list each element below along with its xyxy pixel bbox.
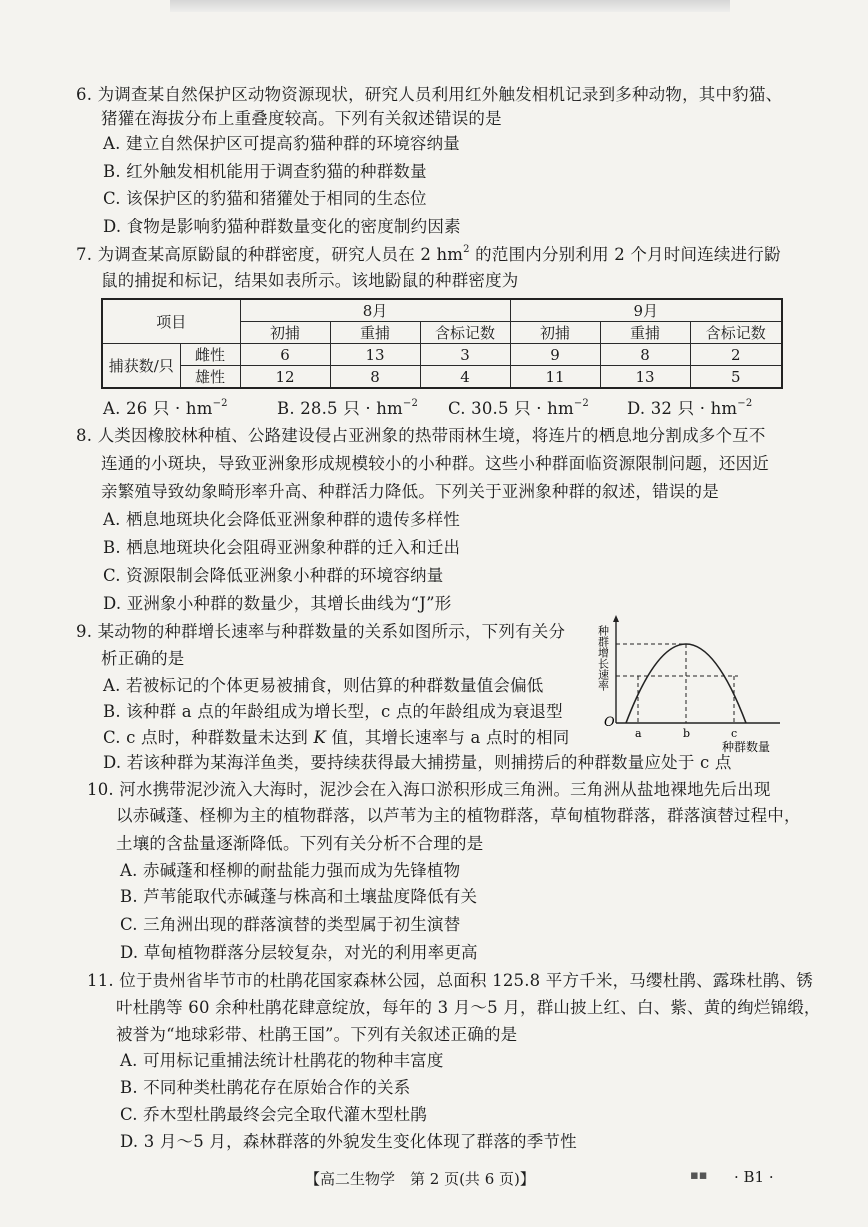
q7-option-c-text: C. 30.5 只 · hm — [448, 399, 574, 418]
q8-option-a: A. 栖息地斑块化会降低亚洲象种群的遗传多样性 — [103, 510, 461, 529]
table-col-header: 重捕 — [600, 322, 690, 344]
q6-stem-line-1: 6. 为调查某自然保护区动物资源现状，研究人员利用红外触发相机记录到多种动物，其中豹猫、 — [76, 85, 783, 104]
q7-stem-line-2: 鼠的捕捉和标记，结果如表所示。该地鼢鼠的种群密度为 — [101, 271, 519, 290]
x-axis-label: 种群数量 — [722, 740, 771, 753]
q11-option-b: B. 不同种类杜鹃花存在原始合作的关系 — [120, 1078, 411, 1097]
unit-exponent: −2 — [212, 397, 228, 409]
q9-option-a: A. 若被标记的个体更易被捕食，则估算的种群数量值会偏低 — [103, 676, 544, 695]
q9-option-d: D. 若该种群为某海洋鱼类，要持续获得最大捕捞量，则捕捞后的种群数量应处于 c 点 — [103, 753, 732, 772]
table-header-item: 项目 — [102, 299, 240, 344]
table-cell: 9 — [510, 344, 600, 366]
q6-option-a: A. 建立自然保护区可提高豹猫种群的环境容纳量 — [103, 134, 461, 153]
table-header-september: 9月 — [510, 299, 782, 322]
table-row-label: 雌性 — [180, 344, 240, 366]
growth-rate-curve — [626, 644, 746, 723]
q9-stem-line-1: 9. 某动物的种群增长速率与种群数量的关系如图所示，下列有关分 — [76, 622, 566, 641]
q10-option-b: B. 芦苇能取代赤碱蓬与株高和土壤盐度降低有关 — [120, 887, 478, 906]
q11-stem-line-1: 11. 位于贵州省毕节市的杜鹃花国家森林公园，总面积 125.8 平方千米，马缨杜鹃、露珠杜鹃、锈 — [87, 971, 814, 990]
q8-stem-line-2: 连通的小斑块，导致亚洲象形成规模较小的小种群。这些小种群面临资源限制问题，还因近 — [101, 454, 769, 473]
q8-stem-line-3: 亲繁殖导致幼象畸形率升高、种群活力降低。下列关于亚洲象种群的叙述，错误的是 — [101, 482, 719, 501]
table-row-label: 雄性 — [180, 366, 240, 389]
q7-stem-text-b: 的范围内分别利用 2 个月时间连续进行鼢 — [469, 245, 781, 264]
q8-option-d: D. 亚洲象小种群的数量少，其增长曲线为“J”形 — [103, 594, 452, 613]
table-col-header: 含标记数 — [420, 322, 510, 344]
unit-exponent: −2 — [402, 397, 419, 409]
table-cell: 8 — [330, 366, 420, 389]
table-cell: 5 — [690, 366, 782, 389]
q8-option-b: B. 栖息地斑块化会阻碍亚洲象种群的迁入和迁出 — [103, 538, 461, 557]
page-footer: 【高二生物学 第 2 页(共 6 页)】 — [305, 1170, 535, 1188]
table-cell: 11 — [510, 366, 600, 389]
q7-option-a-text: A. 26 只 · hm — [103, 399, 213, 418]
q11-stem-line-2: 叶杜鹃等 60 余种杜鹃花肆意绽放，每年的 3 月～5 月，群山披上红、白、紫、黄的绚烂锦缎， — [116, 998, 821, 1017]
q10-option-a: A. 赤碱蓬和柽柳的耐盐能力强而成为先锋植物 — [120, 861, 461, 880]
table-cell: 13 — [600, 366, 690, 389]
q9-option-c-k: K — [313, 728, 326, 747]
q7-option-a — [103, 398, 228, 420]
table-row — [102, 366, 782, 389]
tick-label-a: a — [635, 727, 642, 740]
q6-stem-line-2: 猪獾在海拔分布上重叠度较高。下列有关叙述错误的是 — [101, 109, 502, 128]
q8-stem-line-1: 8. 人类因橡胶林种植、公路建设侵占亚洲象的热带雨林生境，将连片的栖息地分割成多个互不 — [76, 426, 766, 445]
q7-option-b — [277, 398, 418, 420]
tick-label-b: b — [683, 727, 691, 740]
q11-stem-line-3: 被誉为“地球彩带、杜鹃王国”。下列有关叙述正确的是 — [116, 1025, 518, 1044]
q9-option-c — [103, 727, 569, 749]
q10-stem-line-1: 10. 河水携带泥沙流入大海时，泥沙会在入海口淤积形成三角洲。三角洲从盐地裸地先后出现 — [87, 780, 771, 799]
q8-option-c: C. 资源限制会降低亚洲象小种群的环境容纳量 — [103, 566, 444, 585]
footer-scan-mark: ▪▪ — [690, 1168, 708, 1183]
origin-label: O — [604, 715, 615, 730]
table-cell: 12 — [240, 366, 330, 389]
unit-exponent: −2 — [573, 397, 589, 409]
q7-option-c — [448, 398, 589, 420]
q10-stem-line-3: 土壤的含盐量逐渐降低。下列有关分析不合理的是 — [116, 834, 484, 853]
q9-option-c-text-b: 值，其增长速率与 a 点时的相同 — [326, 728, 570, 747]
table-cell: 6 — [240, 344, 330, 366]
q10-stem-line-2: 以赤碱蓬、柽柳为主的植物群落，以芦苇为主的植物群落，草甸植物群落，群落演替过程中， — [116, 806, 801, 825]
q7-area-exponent: 2 — [463, 243, 470, 255]
q10-option-c: C. 三角洲出现的群落演替的类型属于初生演替 — [120, 915, 461, 934]
q11-option-a: A. 可用标记重捕法统计杜鹃花的物种丰富度 — [120, 1051, 444, 1070]
table-col-header: 初捕 — [240, 322, 330, 344]
q9-option-b: B. 该种群 a 点的年龄组成为增长型，c 点的年龄组成为衰退型 — [103, 702, 563, 721]
capture-data-table — [101, 298, 783, 389]
q10-option-d: D. 草甸植物群落分层较复杂，对光的利用率更高 — [120, 943, 478, 962]
table-cell: 13 — [330, 344, 420, 366]
unit-exponent: −2 — [737, 397, 753, 409]
q11-option-c: C. 乔木型杜鹃最终会完全取代灌木型杜鹃 — [120, 1105, 428, 1124]
q9-stem-line-2: 析正确的是 — [101, 649, 185, 668]
table-row-group-label: 捕获数/只 — [102, 344, 180, 389]
q7-option-b-text: B. 28.5 只 · hm — [277, 399, 403, 418]
tick-label-c: c — [731, 727, 738, 740]
table-header-august: 8月 — [240, 299, 510, 322]
table-cell: 3 — [420, 344, 510, 366]
q6-option-b: B. 红外触发相机能用于调查豹猫的种群数量 — [103, 162, 427, 181]
y-axis-label: 种群增长速率 — [596, 625, 610, 691]
table-col-header: 初捕 — [510, 322, 600, 344]
q7-option-d — [627, 398, 752, 420]
q7-stem-text-a: 7. 为调查某高原鼢鼠的种群密度，研究人员在 2 hm — [76, 245, 464, 264]
table-cell: 4 — [420, 366, 510, 389]
q7-option-d-text: D. 32 只 · hm — [627, 399, 738, 418]
q7-stem-line-1 — [76, 244, 781, 266]
table-cell: 8 — [600, 344, 690, 366]
table-col-header: 含标记数 — [690, 322, 782, 344]
q6-option-d: D. 食物是影响豹猫种群数量变化的密度制约因素 — [103, 217, 461, 236]
q6-option-c: C. 该保护区的豹猫和猪獾处于相同的生态位 — [103, 189, 427, 208]
table-cell: 2 — [690, 344, 782, 366]
q9-option-c-text-a: C. c 点时，种群数量未达到 — [103, 728, 314, 747]
y-axis-arrow — [613, 615, 619, 622]
page-code: · B1 · — [734, 1168, 774, 1186]
growth-rate-chart — [590, 613, 790, 753]
q11-option-d: D. 3 月～5 月，森林群落的外貌发生变化体现了群落的季节性 — [120, 1132, 577, 1151]
table-col-header: 重捕 — [330, 322, 420, 344]
table-row — [102, 344, 782, 366]
